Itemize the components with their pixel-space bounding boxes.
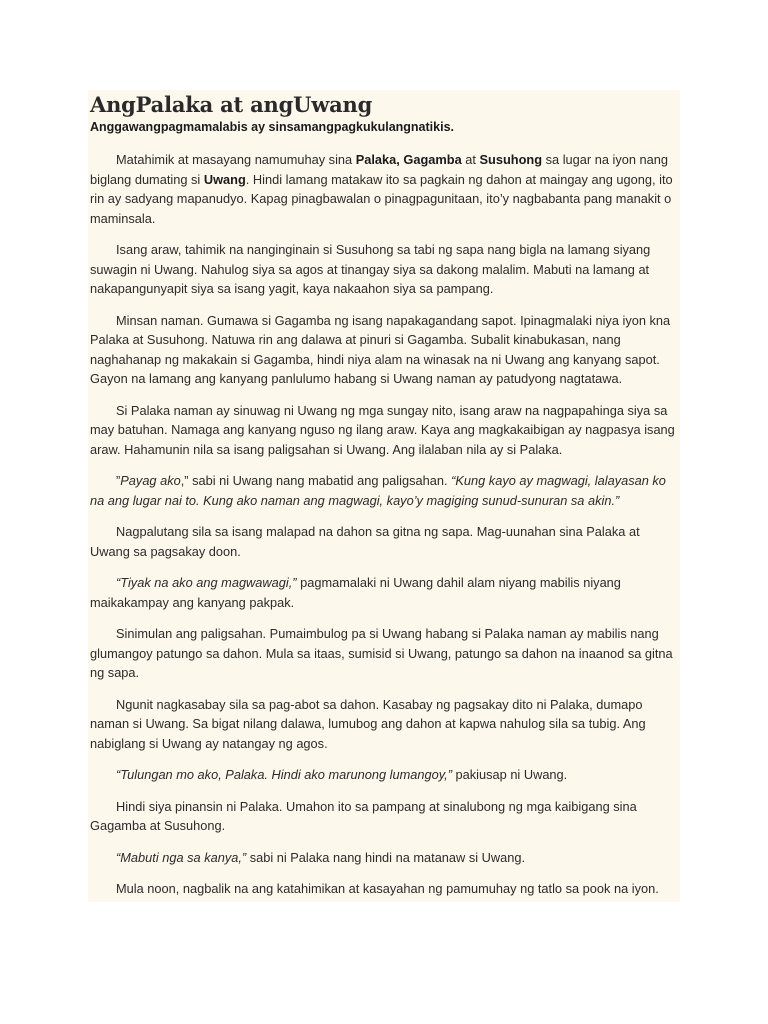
paragraph-text: Sinimulan ang paligsahan. Pumaimbulog pa si Uwang habang si Palaka naman ay mabilis nang glumangoy patungo sa dahon. Mula sa itaas, sumisid si Uwang, patungo sa dahon na inaanod sa gitna ng sapa. [90, 626, 673, 680]
story-paragraph [90, 471, 678, 510]
italic-text: “Mabuti nga sa kanya,” [116, 849, 247, 865]
paragraph-text: Matahimik at masayang namumuhay sina [116, 152, 356, 167]
story-paragraph [90, 522, 678, 561]
paragraph-text: Hindi siya pinansin ni Palaka. Umahon ito sa pampang at sinalubong ng mga kaibigang sina Gagamba at Susuhong. [90, 798, 637, 833]
paragraph-text: ,” sabi ni Uwang nang mabatid ang paligsahan. [180, 473, 452, 488]
paragraph-text: . Hindi lamang matakaw ito sa pagkain ng dahon at maingay ang ugong, ito rin ay sadyang mapanudyo. Kapag pinagbawalan o pinagpagunitaan, ito’y nagbabanta pang manakit o maminsala. [90, 171, 673, 226]
story-paragraph [90, 848, 678, 868]
story-paragraph [90, 401, 678, 460]
bold-text: Susuhong [479, 152, 543, 167]
bold-text: Palaka, Gagamba [355, 152, 462, 167]
paragraph-text: sa lugar na iyon nang biglang dumating si [90, 152, 668, 187]
story-panel [88, 90, 680, 902]
paragraph-text: Nagpalutang sila sa isang malapad na dahon sa gitna ng sapa. Mag-uunahan sina Palaka at Uwang sa pagsakay doon. [90, 524, 640, 559]
paragraph-text: pakiusap ni Uwang. [451, 767, 568, 782]
italic-text: “Tiyak na ako ang magwawagi,” [116, 575, 297, 590]
paragraph-text: Si Palaka naman ay sinuwag ni Uwang ng mga sungay nito, isang araw na nagpapahinga siya sa may batuhan. Namaga ang kanyang nguso ng ilang araw. Kaya ang magkakaibigan ay nagpasya isang araw. Hahamunin nila sa isang paligsahan si Uwang. Ang ilalaban nila ay si Palaka. [90, 402, 675, 457]
story-title: AngPalaka at angUwang [90, 92, 373, 117]
story-paragraph [90, 797, 678, 836]
bold-text: Uwang [203, 171, 246, 187]
italic-text: “Tulungan mo ako, Palaka. Hindi ako marunong lumangoy,” [116, 767, 452, 782]
paragraph-text: sabi ni Palaka nang hindi na matanaw si Uwang. [246, 849, 526, 865]
paragraph-text: Mula noon, nagbalik na ang katahimikan at kasayahan ng pamumuhay ng tatlo sa pook na iyon. [116, 881, 659, 896]
story-subtitle: Anggawangpagmamalabis ay sinsamangpagkukulangnatikis. [90, 120, 454, 134]
story-paragraph [90, 624, 678, 683]
story-body [90, 150, 678, 899]
story-paragraph [90, 695, 678, 754]
story-paragraph [90, 150, 678, 228]
story-paragraph [90, 879, 678, 899]
italic-text: Payag ako [120, 473, 181, 488]
paragraph-text: pagmamalaki ni Uwang dahil alam niyang mabilis niyang maikakampay ang kanyang pakpak. [90, 575, 621, 610]
story-paragraph [90, 240, 678, 299]
paragraph-text: at [461, 152, 480, 167]
paragraph-text: ” [116, 473, 121, 488]
paragraph-text: Ngunit nagkasabay sila sa pag-abot sa dahon. Kasabay ng pagsakay dito ni Palaka, dumapo naman si Uwang. Sa bigat nilang dalawa, lumubog ang dahon at kapwa nahulog sila sa tubig. Ang nabiglang si Uwang ay natangay ng agos. [90, 696, 646, 751]
italic-text: “Kung kayo ay magwagi, lalayasan ko na ang lugar nai to. Kung ako naman ang magwagi, kayo’y magiging sunud-sunuran sa akin.” [90, 473, 666, 508]
story-paragraph [90, 765, 678, 785]
story-paragraph [90, 573, 678, 612]
paragraph-text: Minsan naman. Gumawa si Gagamba ng isang napakagandang sapot. Ipinagmalaki niya iyon kna Palaka at Susuhong. Natuwa rin ang dalawa at pinuri si Gagamba. Subalit kinabukasan, nang naghahanap ng makakain si Gagamba, hindi niya alam na winasak na ni Uwang ang kanyang sapot. Gayon na lamang ang kanyang panlulumo habang si Uwang naman ay patudyong nagtatawa. [90, 312, 671, 386]
paragraph-text: Isang araw, tahimik na nanginginain si Susuhong sa tabi ng sapa nang bigla na lamang siyang suwagin ni Uwang. Nahulog siya sa agos at tinangay siya sa dakong malalim. Mabuti na lamang at nakapangunyapit siya sa isang yagit, kaya nakaahon siya sa pampang. [90, 242, 651, 296]
story-paragraph [90, 311, 678, 389]
